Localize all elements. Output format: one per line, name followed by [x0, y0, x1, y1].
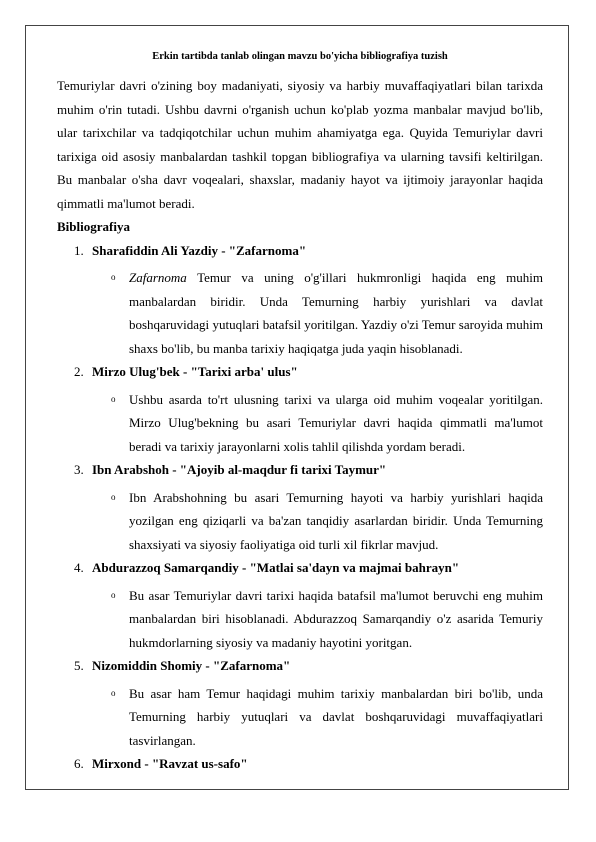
item-description: [57, 486, 543, 557]
item-description: [57, 266, 543, 360]
item-title: Abdurazzoq Samarqandiy - "Matlai sa'dayn va majmai bahrayn": [92, 560, 460, 575]
bullet-icon: o: [111, 687, 116, 698]
bibliography-list: [57, 239, 543, 776]
document-title: Erkin tartibda tanlab olingan mavzu bo'yicha bibliografiya tuzish: [152, 51, 448, 62]
list-item: [57, 654, 543, 752]
description-text: Temur va uning o'g'illari hukmronligi haqida eng muhim manbalardan biridir. Unda Temurning harbiy yurishlari va davlat boshqaruvidagi yutuqlari batafsil yoritilgan. Yazdiy o'zi Temur saroyida muhim shaxs bo'lib, bu manba tarixiy haqiqatga juda yaqin hisoblanadi.: [129, 270, 543, 356]
item-number: 1.: [74, 242, 84, 258]
item-number: 3.: [74, 462, 84, 477]
item-description: [57, 682, 543, 753]
description-text: Bu asar ham Temur haqidagi muhim tarixiy manbalardan biri bo'lib, unda Temurning harbiy yutuqlari va davlat boshqaruvidagi muvaffaqiyatlari tasvirlangan.: [129, 685, 543, 748]
item-title: Ibn Arabshoh - "Ajoyib al-maqdur fi tarixi Taymur": [92, 462, 387, 477]
item-title: Mirxond - "Ravzat us-safo": [92, 756, 248, 771]
list-item: [57, 556, 543, 654]
item-title: Mirzo Ulug'bek - "Tarixi arba' ulus": [92, 364, 298, 379]
list-item: [57, 458, 543, 556]
work-name: Zafarnoma: [129, 270, 187, 285]
list-item: [57, 239, 543, 361]
item-number: 5.: [74, 658, 84, 673]
item-number: 6.: [74, 756, 84, 771]
item-title: Nizomiddin Shomiy - "Zafarnoma": [92, 658, 291, 673]
bullet-icon: o: [111, 491, 116, 502]
bullet-icon: o: [111, 393, 116, 404]
intro-paragraph: Temuriylar davri o'zining boy madaniyati, siyosiy va harbiy muvaffaqiyatlari bilan tarixda muhim o'rin tutadi. Ushbu davrni o'rganish uchun ko'plab yozma manbalar mavjud bo'lib, ular tarixchilar va tadqiqotchilar uchun muhim ahamiyatga ega. Quyida Temuriylar davri tarixiga oid asosiy manbalardan tashkil topgan bibliografiya va ularning tavsifi keltirilgan. Bu manbalar o'sha davr voqealari, shaxslar, madaniy hayot va ijtimoiy jarayonlar haqida qimmatli ma'lumot beradi.: [57, 78, 543, 211]
description-text: Ibn Arabshohning bu asari Temurning hayoti va harbiy yurishlari haqida yozilgan eng qiziqarli va ba'zan tanqidiy asarlardan biridir. Unda Temurning shaxsiyati va siyosiy faoliyatiga oid turli xil fikrlar mavjud.: [129, 489, 543, 552]
item-number: 2.: [74, 364, 84, 379]
item-title: Sharafiddin Ali Yazdiy - "Zafarnoma": [92, 242, 307, 258]
item-description: [57, 584, 543, 655]
list-item: [57, 360, 543, 458]
item-number: 4.: [74, 560, 84, 575]
list-item: [57, 752, 543, 776]
item-description: [57, 388, 543, 459]
bullet-icon: o: [111, 589, 116, 600]
bullet-icon: o: [111, 272, 116, 282]
description-text: Ushbu asarda to'rt ulusning tarixi va ularga oid muhim voqealar yoritilgan. Mirzo Ulug'bekning bu asari Temuriylar davri haqida qimmatli ma'lumot beradi va tarixiy jarayonlarni xolis tahlil qilishda yordam beradi.: [129, 391, 543, 454]
section-heading: Bibliografiya: [57, 219, 130, 234]
description-text: Bu asar Temuriylar davri tarixi haqida batafsil ma'lumot beruvchi eng muhim manbalardan biri hisoblanadi. Abdurazzoq Samarqandiy o'z asarida Temuriy hukmdorlarning siyosiy va madaniy hayotini yoritgan.: [129, 587, 543, 650]
document-body: [57, 50, 543, 776]
